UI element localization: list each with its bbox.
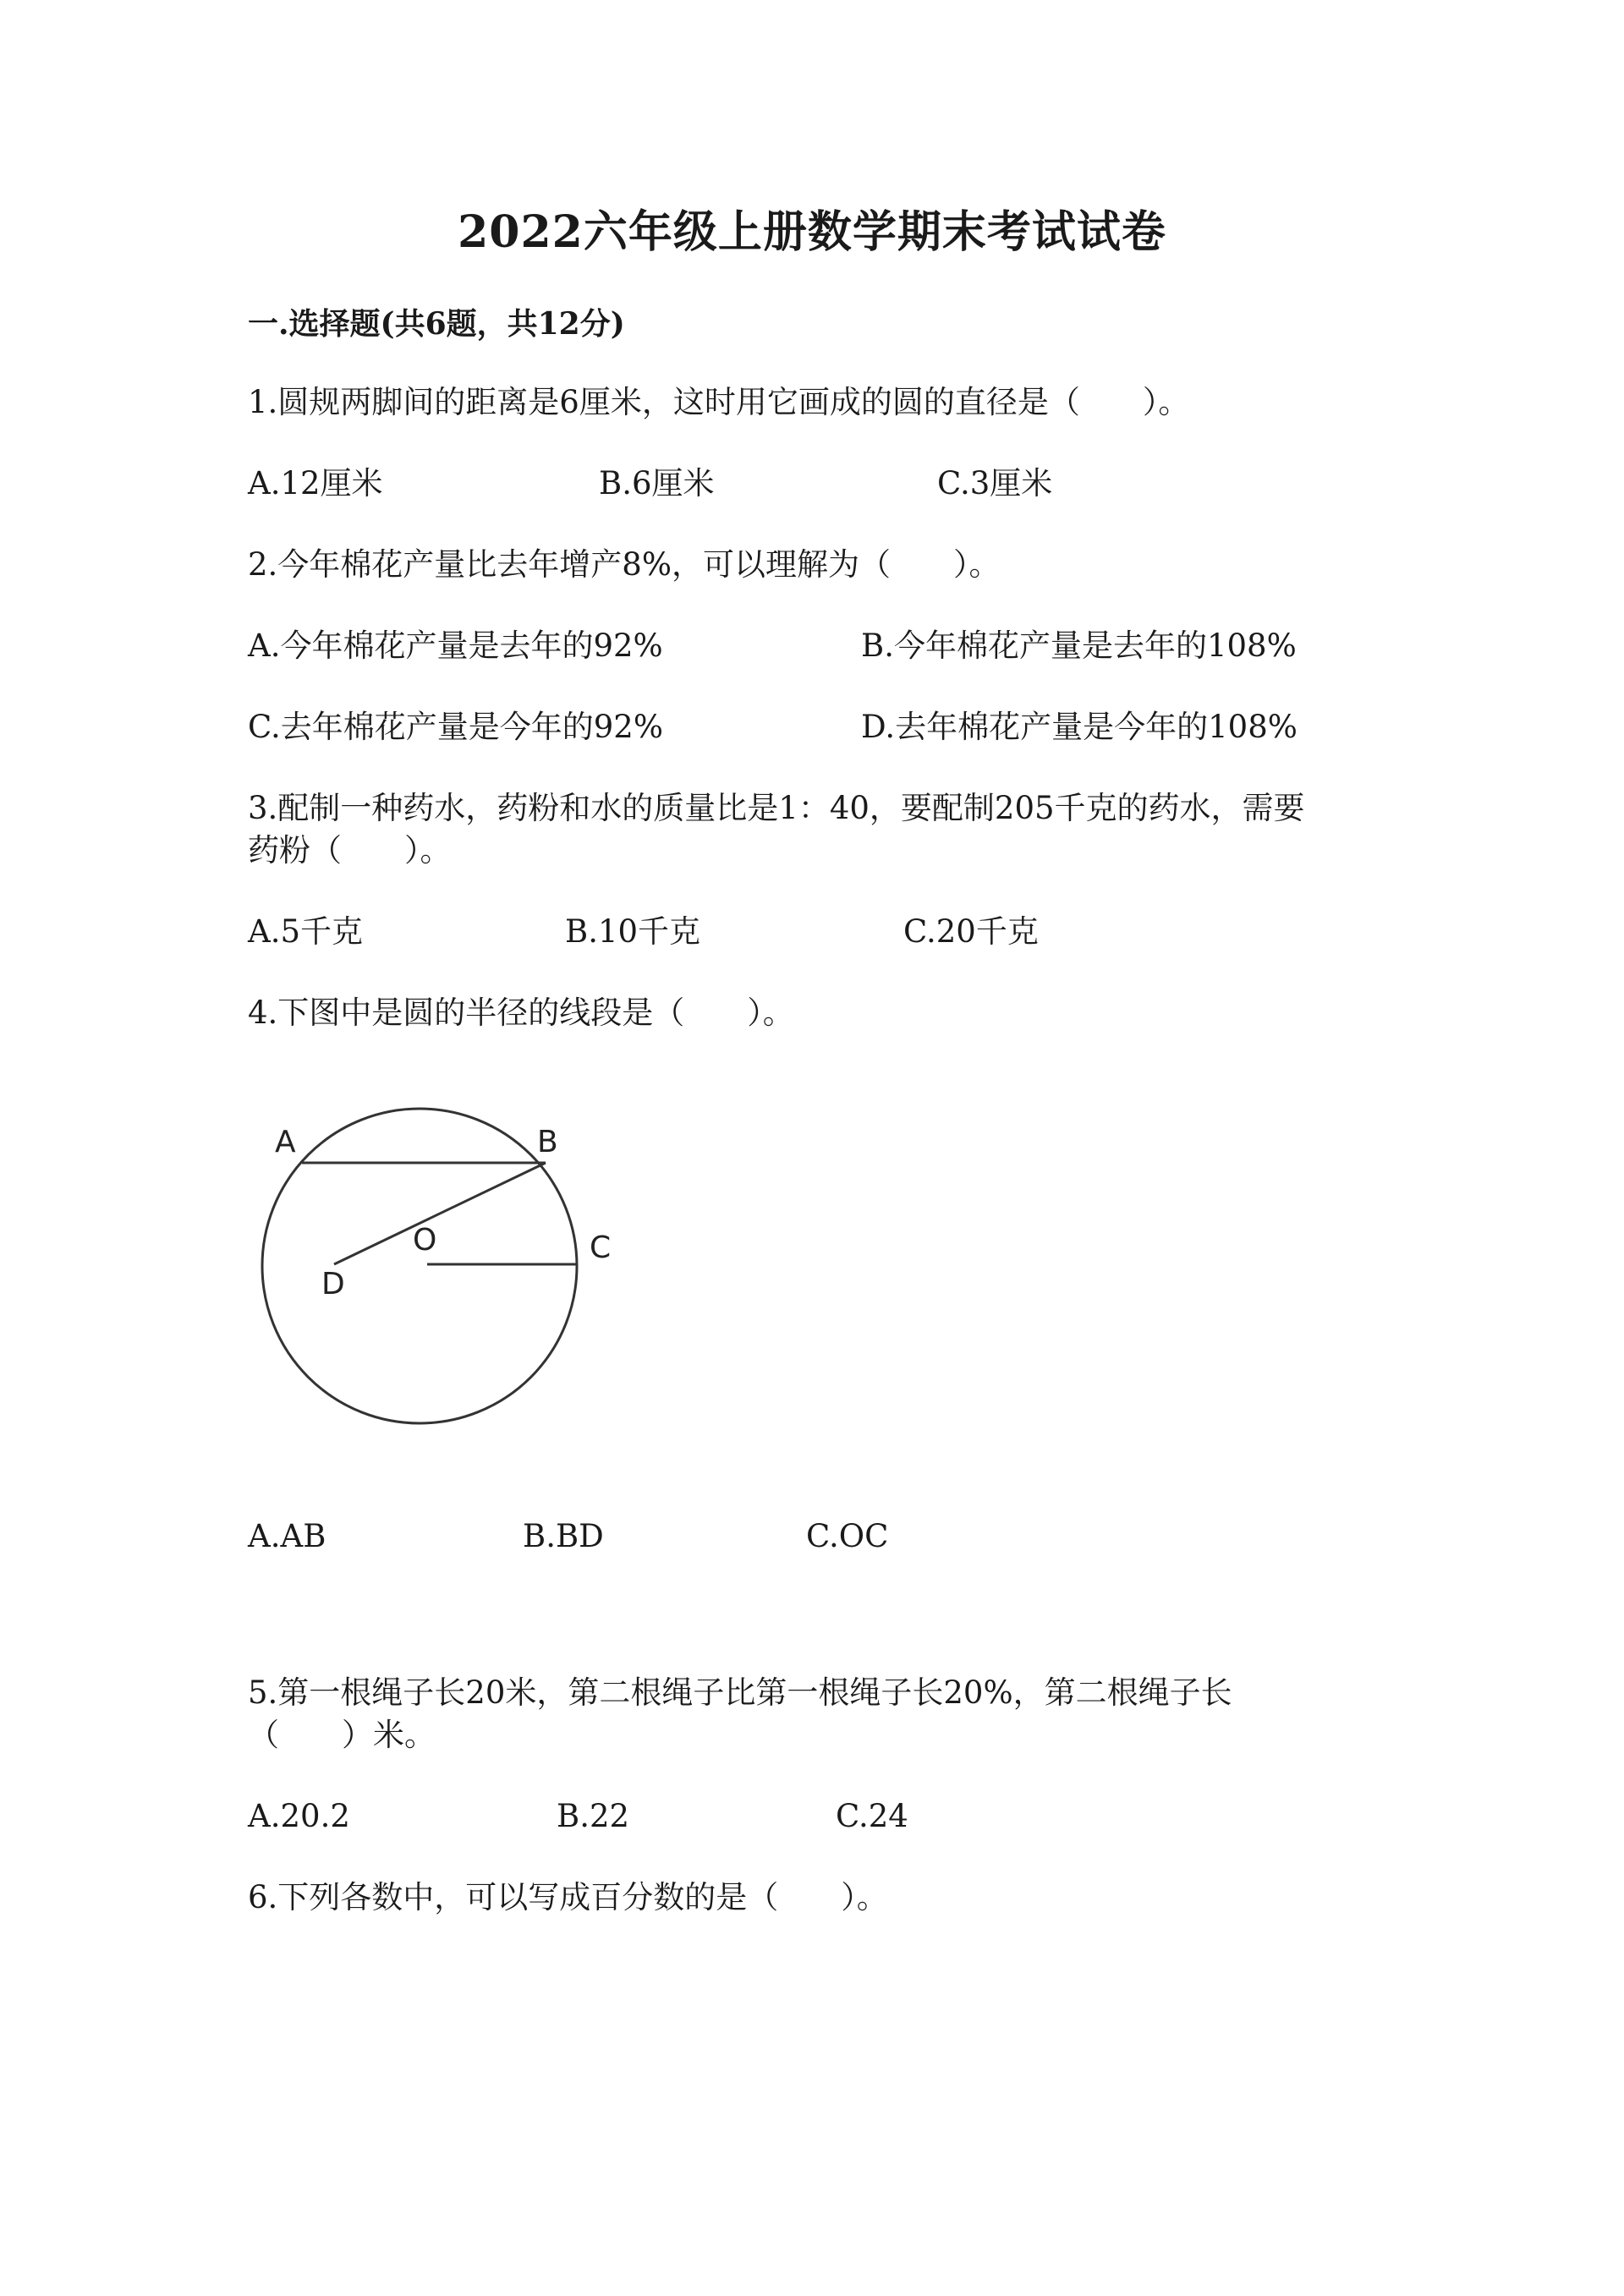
q1-option-c: C.3厘米: [937, 465, 1053, 501]
q5-option-c: C.24: [836, 1798, 908, 1834]
question-5-line-2: （ ）米。: [248, 1717, 436, 1753]
label-c: C: [590, 1230, 612, 1265]
q5-option-b: B.22: [557, 1798, 630, 1834]
question-4: 4.下图中是圆的半径的线段是（ ）。: [248, 995, 794, 1031]
circle: [262, 1109, 577, 1423]
q4-option-b: B.BD: [523, 1518, 604, 1554]
question-2: 2.今年棉花产量比去年增产8%，可以理解为（ ）。: [248, 546, 1001, 583]
question-3-line-2: 药粉（ ）。: [248, 832, 452, 869]
page-title: 2022六年级上册数学期末考试试卷: [458, 206, 1166, 258]
q2-option-a: A.今年棉花产量是去年的92%: [248, 627, 663, 664]
label-d: D: [321, 1267, 345, 1301]
q1-option-b: B.6厘米: [599, 465, 715, 501]
label-o: O: [413, 1223, 437, 1258]
q3-option-a: A.5千克: [248, 913, 364, 950]
question-6: 6.下列各数中，可以写成百分数的是（ ）。: [248, 1879, 888, 1915]
question-5-line-1: 5.第一根绳子长20米，第二根绳子比第一根绳子长20%，第二根绳子长: [248, 1674, 1232, 1711]
section-heading: 一.选择题(共6题，共12分): [248, 306, 625, 342]
q1-option-a: A.12厘米: [248, 465, 383, 501]
label-a: A: [275, 1125, 296, 1159]
label-b: B: [537, 1125, 558, 1159]
question-1: 1.圆规两脚间的距离是6厘米，这时用它画成的圆的直径是（ ）。: [248, 384, 1190, 420]
circle-figure: [245, 1091, 643, 1455]
q4-option-a: A.AB: [248, 1518, 326, 1554]
q2-option-b: B.今年棉花产量是去年的108%: [861, 627, 1297, 664]
question-3-line-1: 3.配制一种药水，药粉和水的质量比是1：40，要配制205千克的药水，需要: [248, 790, 1305, 826]
segment-bd: [334, 1163, 546, 1264]
q3-option-b: B.10千克: [565, 913, 701, 950]
q5-option-a: A.20.2: [248, 1798, 350, 1834]
q2-option-d: D.去年棉花产量是今年的108%: [861, 709, 1298, 745]
q3-option-c: C.20千克: [903, 913, 1039, 950]
q2-option-c: C.去年棉花产量是今年的92%: [248, 709, 663, 745]
q4-option-c: C.OC: [806, 1518, 889, 1554]
